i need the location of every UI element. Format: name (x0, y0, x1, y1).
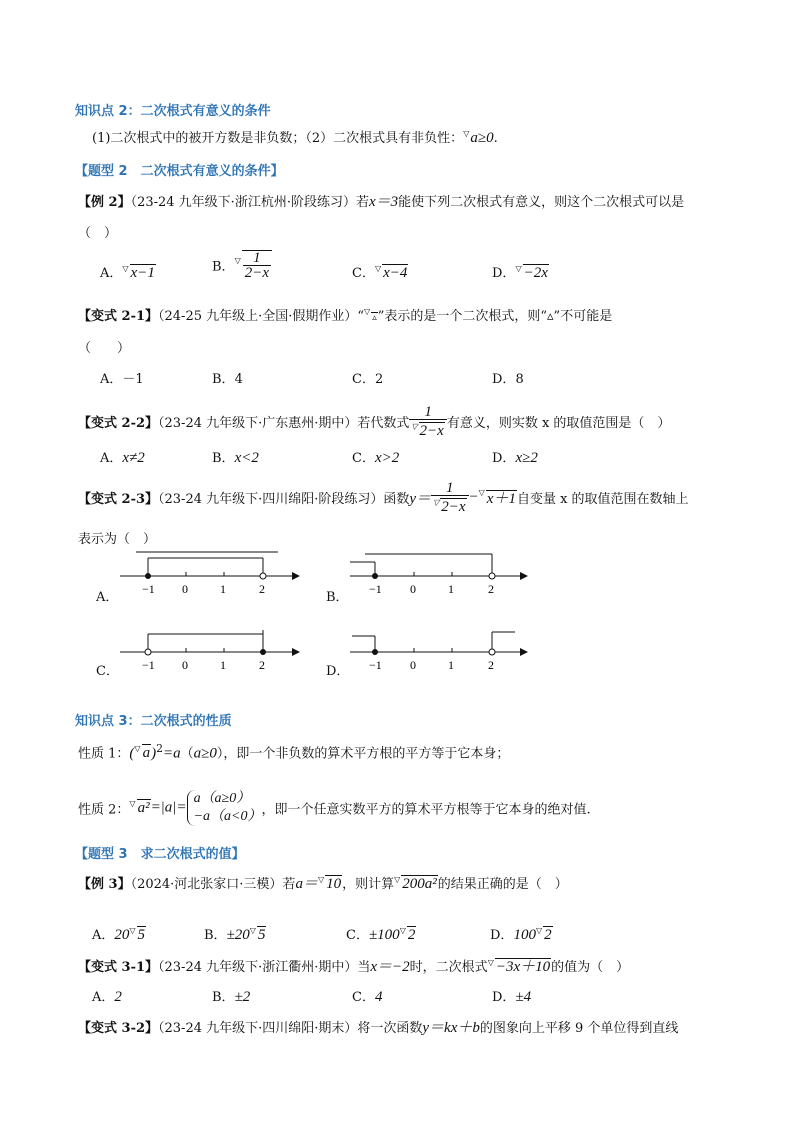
frac-den (409, 420, 446, 438)
ex3-option-d[interactable] (490, 924, 553, 944)
v31-text: （23-24 九年级下·浙江衢州·期中）当 (158, 960, 371, 975)
frac-den-text: 2−x (419, 423, 444, 439)
p2-rad: a² (137, 799, 150, 816)
kp2-expr: a≥0 (470, 130, 494, 146)
v23-label: 【变式 2-3】 (78, 492, 159, 507)
radical-sign: ▽ (411, 422, 418, 431)
p1-paren-open: ( (129, 745, 135, 762)
ex3-stem (78, 872, 568, 893)
v22-frac (409, 405, 446, 438)
option-value: x≠2 (122, 450, 145, 466)
p1-eq: = (162, 745, 174, 762)
tick-label: 1 (448, 582, 454, 596)
frac-num: 1 (243, 251, 271, 266)
v21-stem (78, 305, 612, 324)
v21-label: 【变式 2-1】 (78, 309, 159, 324)
section-title-kp2: 知识点 2：二次根式有意义的条件 (75, 104, 271, 119)
ex3-label: 【例 3】 (78, 877, 131, 892)
v23-option-b-label[interactable]: B． (326, 590, 349, 605)
option-label: A． (100, 266, 123, 281)
option-label: A． (100, 451, 123, 466)
option-coef: ±20 (226, 927, 250, 943)
radical-sign: ▽ (433, 498, 440, 507)
option-rad: 2 (407, 927, 416, 943)
ex2-option-a[interactable] (100, 262, 156, 282)
ex2-text: 能使下列二次根式有意义，则这个二次根式可以是 (398, 195, 685, 210)
frac-den (431, 496, 468, 514)
ex3-rad: 200a² (402, 876, 437, 892)
tick-label: 0 (182, 582, 188, 596)
option-coef: ±100 (368, 927, 400, 943)
ex3-option-a[interactable] (92, 924, 146, 944)
option-label: B． (212, 372, 235, 387)
option-label: B． (204, 928, 227, 943)
tick-label: −1 (369, 582, 382, 596)
tick-label: 2 (488, 658, 494, 672)
ex2-paren: （ ） (78, 226, 118, 241)
point-closed (372, 649, 378, 655)
ex3-text: （2024·河北张家口·三模）若 (130, 877, 296, 892)
radical-sign: ▽ (463, 129, 470, 138)
option-label: D． (492, 372, 516, 387)
tick-label: 0 (410, 658, 416, 672)
option-label: A． (100, 372, 123, 387)
v31-text3: 的值为（ ） (551, 960, 630, 975)
ex2-source: （23-24 九年级下·浙江杭州·阶段练习）若 (130, 195, 369, 210)
ex2-frac-b (242, 250, 272, 280)
v21-text2: ”表示的是一个二次根式，则“▵”不可能是 (377, 309, 613, 324)
radical-sign: ▽ (394, 875, 401, 884)
point-open (489, 649, 495, 655)
kp2-text-b: . (493, 131, 498, 146)
v23-option-d-label[interactable]: D． (326, 664, 350, 679)
v21-option-b[interactable] (212, 368, 243, 387)
p2-case-1: a（a≥0） (193, 791, 251, 806)
p1-result: a (173, 745, 181, 762)
p1-cond: a≥0 (193, 745, 217, 762)
option-value: －1 (122, 372, 144, 387)
option-value: 4 (234, 372, 243, 387)
option-value: x>2 (374, 450, 400, 466)
v32-label: 【变式 3-2】 (78, 1021, 159, 1036)
v23-option-c-label[interactable]: C． (96, 664, 119, 679)
v31-option-d[interactable] (492, 986, 531, 1006)
v32-expr: y＝kx＋b (422, 1020, 480, 1036)
ex2-expr-d: −2x (523, 265, 548, 281)
tick-label: 2 (259, 582, 265, 596)
option-rad: 5 (137, 927, 146, 943)
p1-sup: 2 (156, 742, 163, 755)
p1-expr: a (142, 745, 151, 762)
ex3-cond-rad: 10 (326, 876, 342, 892)
ex2-cond: x＝3 (368, 194, 399, 210)
p2-text: ，即一个任意实数平方的算术平方根等于它本身的绝对值. (261, 802, 591, 818)
tick-label: 0 (410, 582, 416, 596)
option-label: A． (92, 990, 115, 1005)
ex3-option-c[interactable] (346, 924, 416, 944)
v22-text: （23-24 九年级下·广东惠州·期中）若代数式 (158, 416, 410, 431)
tick-label: 2 (259, 658, 265, 672)
option-label: D． (492, 990, 516, 1005)
radical-sign: ▽ (122, 264, 129, 273)
ex2-expr-c: x−4 (383, 265, 408, 281)
option-label: A． (92, 928, 115, 943)
v32-text2: 的图象向上平移 9 个单位得到直线 (479, 1021, 679, 1036)
ex3-cond: a＝ (295, 876, 318, 892)
point-open (260, 573, 266, 579)
v31-option-a[interactable] (92, 986, 122, 1006)
v22-stem (78, 405, 670, 438)
v31-rad: −3x＋10 (495, 959, 551, 975)
p1-label: 性质 1： (78, 746, 130, 762)
p2-abs: =|a|= (150, 799, 187, 816)
v32-text: （23-24 九年级下·四川绵阳·期末）将一次函数 (158, 1021, 423, 1036)
option-value: ±2 (234, 989, 251, 1005)
v31-stem (78, 955, 629, 976)
number-line-b[interactable] (350, 554, 528, 596)
v21-paren: （ ） (78, 341, 131, 356)
tick-label: −1 (142, 658, 155, 672)
option-coef: 100 (513, 927, 536, 943)
radical-sign: ▽ (249, 926, 256, 935)
p2-cases (187, 790, 262, 826)
radical-sign: ▽ (374, 264, 382, 273)
tick-label: 0 (182, 658, 188, 672)
v23-stem (78, 481, 689, 514)
number-line-d[interactable] (350, 632, 528, 672)
tick-label: 2 (488, 582, 494, 596)
v31-option-b[interactable] (212, 986, 250, 1006)
section-title-kp3: 知识点 3：二次根式的性质 (75, 714, 232, 729)
ex2-option-c[interactable] (352, 262, 408, 282)
frac-den: 2−x (244, 265, 269, 281)
point-closed (145, 573, 151, 579)
option-label: D． (490, 928, 514, 943)
option-coef: 20 (114, 927, 130, 943)
v23-text3: 表示为（ ） (78, 532, 157, 547)
radical-sign: ▽ (317, 875, 325, 884)
tick-label: 1 (220, 582, 226, 596)
number-line-a[interactable] (120, 552, 300, 596)
frac-num: 1 (409, 405, 446, 420)
tick-label: 1 (448, 658, 454, 672)
ex2-option-b[interactable] (212, 250, 272, 280)
option-label: C． (352, 451, 375, 466)
v22-option-a[interactable] (100, 447, 145, 467)
v23-text: （23-24 九年级下·四川绵阳·阶段练习）函数 (158, 492, 410, 507)
ex3-option-b[interactable] (204, 924, 266, 944)
kp2-text (92, 127, 498, 147)
point-closed (260, 649, 266, 655)
ex3-text2: ，则计算 (342, 877, 395, 892)
radical-sign: ▽ (515, 264, 522, 273)
v31-text2: 时，二次根式 (409, 960, 488, 975)
frac-den-text: 2−x (441, 499, 466, 515)
option-label: D． (492, 451, 516, 466)
tick-label: −1 (369, 658, 382, 672)
point-closed (372, 573, 378, 579)
number-line-c[interactable] (120, 630, 300, 672)
p2-case-2: −a（a<0） (193, 809, 262, 824)
ex2-stem (78, 190, 684, 211)
v22-label: 【变式 2-2】 (78, 416, 159, 431)
v21-text: （24-25 九年级上·全国·假期作业）“ (158, 309, 365, 324)
v31-cond: x＝−2 (370, 959, 410, 975)
axis-arrow (520, 572, 528, 580)
point-open (145, 649, 151, 655)
option-label: B． (212, 990, 235, 1005)
kp2-text-a: (1)二次根式中的被开方数是非负数；（2）二次根式具有非负性： (92, 131, 464, 146)
frac-num: 1 (431, 481, 468, 496)
v22-text2: 有意义，则实数 x 的取值范围是（ ） (446, 416, 671, 431)
property-1 (78, 742, 509, 762)
property-2 (78, 790, 591, 830)
option-value: 8 (515, 372, 524, 387)
ex2-label: 【例 2】 (78, 195, 131, 210)
v21-sym: ▵ (372, 313, 377, 323)
option-label: D． (492, 266, 516, 281)
v23-y: y＝ (409, 491, 432, 507)
axis-arrow (292, 572, 300, 580)
type3-title: 【题型 3 求二次根式的值】 (75, 847, 245, 862)
tick-label: −1 (142, 582, 155, 596)
option-value: 4 (374, 989, 383, 1005)
radical-sign: ▽ (487, 958, 494, 967)
option-label: C． (352, 372, 375, 387)
option-value: 2 (374, 372, 384, 387)
p2-label: 性质 2： (78, 802, 130, 818)
v22-option-d[interactable] (492, 447, 538, 467)
p1-cond-close: ） (216, 746, 224, 762)
tick-label: 1 (220, 658, 226, 672)
v21-option-a[interactable] (100, 368, 144, 387)
v23-minus: − (468, 489, 479, 505)
option-value: ±4 (515, 989, 532, 1005)
option-label: B． (212, 451, 235, 466)
v22-option-b[interactable] (212, 447, 259, 467)
option-value: x<2 (234, 450, 259, 466)
option-value: x≥2 (515, 450, 538, 466)
axis-arrow (292, 648, 300, 656)
v31-option-c[interactable] (352, 986, 382, 1006)
ex3-text3: 的结果正确的是（ ） (437, 877, 568, 892)
v21-option-d[interactable] (492, 368, 524, 387)
option-rad: 2 (544, 927, 552, 943)
radical-sign: ▽ (134, 744, 141, 754)
radical-sign: ▽ (399, 926, 406, 935)
point-open (489, 573, 495, 579)
v22-option-c[interactable] (352, 447, 399, 467)
v23-option-a-label[interactable]: A． (96, 590, 119, 605)
option-label: C． (352, 990, 375, 1005)
option-label: B． (212, 259, 235, 275)
type2-title: 【题型 2 二次根式有意义的条件】 (75, 164, 284, 179)
option-rad: 5 (257, 927, 266, 943)
radical-sign: ▽ (129, 926, 136, 935)
radical-sign: ▽ (234, 255, 241, 265)
ex2-expr-a: x−1 (130, 265, 155, 281)
v23-rad: x＋1 (486, 491, 516, 507)
option-label: C． (346, 928, 369, 943)
p1-paren-close: ) (151, 745, 157, 762)
p1-cond-open: （ (180, 746, 194, 762)
radical-sign: ▽ (364, 307, 371, 316)
v23-frac (431, 481, 468, 514)
axis-arrow (520, 648, 528, 656)
option-value: 2 (114, 989, 122, 1005)
option-label: C． (352, 266, 375, 281)
v23-number-lines (0, 548, 540, 678)
v21-option-c[interactable] (352, 368, 383, 387)
ex2-option-d[interactable] (492, 262, 549, 282)
v32-stem (78, 1016, 678, 1037)
radical-sign: ▽ (478, 488, 485, 497)
radical-sign: ▽ (129, 798, 136, 808)
v31-label: 【变式 3-1】 (78, 960, 159, 975)
v23-text2: 自变量 x 的取值范围在数轴上 (516, 492, 689, 507)
p1-text: ，即一个非负数的算术平方根的平方等于它本身； (223, 746, 510, 762)
radical-sign: ▽ (535, 926, 543, 935)
